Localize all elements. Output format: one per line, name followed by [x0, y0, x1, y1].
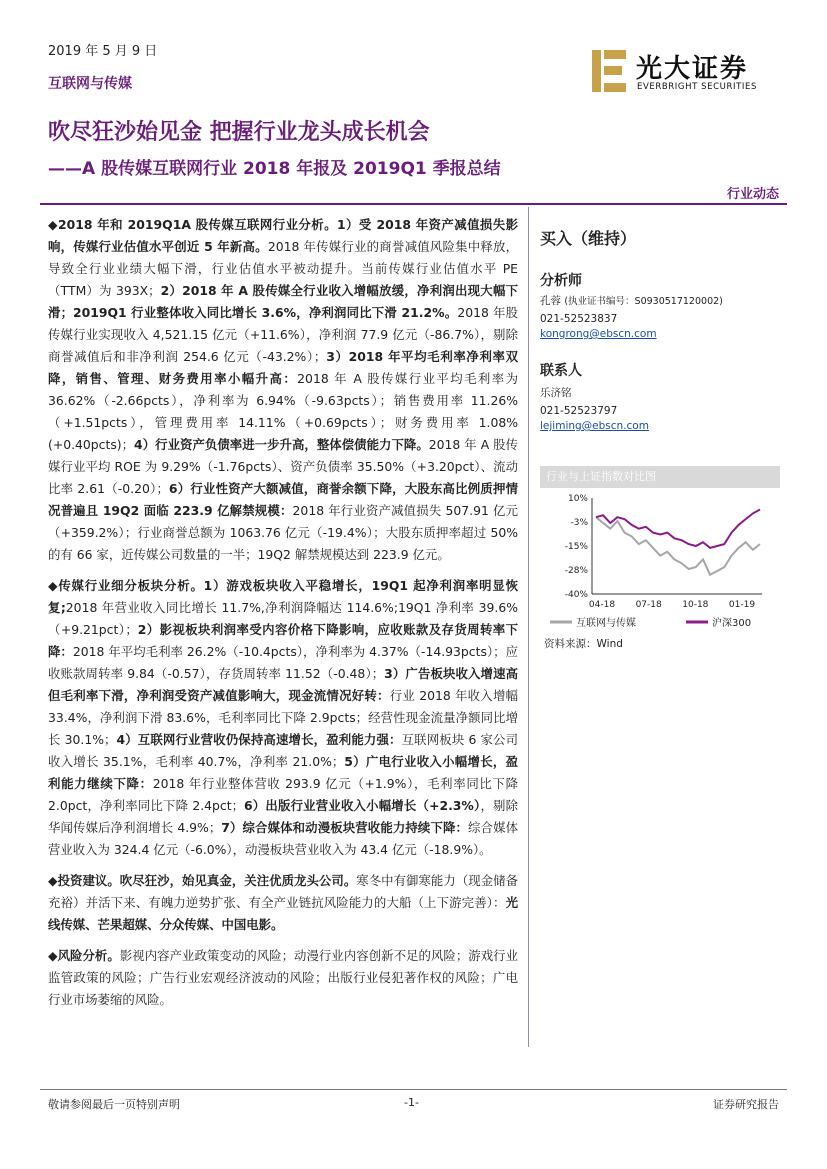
- bold-text: 5）广电行业收入小幅增长，盈利能力继续下降：: [48, 754, 519, 791]
- footer-disclaimer: 敬请参阅最后一页特别声明: [48, 1098, 180, 1111]
- comparison-line-chart: [540, 490, 780, 660]
- chart-title: 行业与上证指数对比图: [540, 466, 780, 488]
- column-divider: [528, 207, 529, 1047]
- body-text: 影视内容产业政策变动的风险；动漫行业内容创新不足的风险；游戏行业监管政策的风险；广告行业宏观经济波动的风险；出版行业侵犯著作权的风险；广电行业市场萎缩的风险。: [48, 948, 519, 1007]
- body-text: 2018 年 A 股传媒行业平均 ROE 为 9.29%（-1.76pcts）、资产负债率 35.50%（+3.20pct）、流动比率 2.61（-0.20）；: [48, 437, 518, 496]
- bold-text: 2）2018 年 A 股传媒全行业收入增幅放缓，净利润出现大幅下滑；2019Q1 行业整体收入同比增长 3.6%，净利润同比下滑 21.2%。: [48, 283, 518, 320]
- bold-text: 6）出版行业营业收入小幅增长（+2.3%）: [243, 798, 481, 813]
- x-tick-label: 07-18: [635, 600, 662, 610]
- bold-text: 4）行业资产负债率进一步升高，整体偿债能力下降。: [134, 437, 429, 452]
- analyst-name: 孔蓉: [540, 295, 561, 307]
- body-text: 互联网板块 6 家公司收入增长 35.1%，毛利率 40.7%，净利率 21.0%；: [48, 732, 518, 769]
- analyst-info: [540, 294, 780, 309]
- footer-divider: [40, 1089, 787, 1090]
- body-text: 行业 2018 年收入增幅 33.4%，净利润下滑 83.6%，毛利率同比下降 2.9pcts；经营性现金流量净额同比增长 30.1%；: [48, 688, 518, 747]
- legend-label: 互联网与传媒: [576, 618, 636, 629]
- paragraph-segment-analysis: [48, 575, 518, 861]
- body-text: 2018 年行业整体营收 293.9 亿元（+1.9%），毛利率同比下降 2.0pct，净利率同比下降 2.4pct；: [48, 776, 518, 813]
- series-line-0: [596, 517, 760, 575]
- bold-text: 6）行业性资产大额减值，商誉余额下降，大股东高比例质押情况普遍且 19Q2 面临 223.9 亿解禁规模：: [48, 481, 519, 518]
- body-text: 2018 年股传媒行业实现收入 4,521.15 亿元（+11.6%），净利润 77.9 亿元（-86.7%），剔除商誉减值后和非净利润 254.6 亿元（-43.2%）；: [48, 305, 518, 364]
- analyst-email-link[interactable]: kongrong@ebscn.com: [540, 328, 657, 340]
- page-number: -1-: [404, 1096, 419, 1109]
- analyst-cert: (执业证书编号：S0930517120002): [564, 296, 723, 307]
- logo-english-name: EVERBRIGHT SECURITIES: [637, 82, 757, 92]
- bold-text: 2）影视板块利润率受内容价格下降影响，应收账款及存货周转率下降：: [48, 622, 518, 659]
- bold-text: 4）互联网行业营收仍保持高速增长，盈利能力强：: [116, 732, 402, 747]
- sector-label: 互联网与传媒: [48, 76, 132, 92]
- main-body: [48, 214, 518, 1020]
- bold-text: ◆投资建议。吹尽狂沙，始见真金，关注优质龙头公司。: [48, 873, 357, 888]
- bold-text: 光线传媒、芒果超媒、分众传媒、中国电影。: [48, 895, 518, 932]
- bold-text: ◆传媒行业细分板块分析。1）游戏板块收入平稳增长，19Q1 起净利润率明显恢复;: [48, 578, 518, 615]
- body-text: 寒冬中有御寒能力（现金储备充裕）并活下来、有魄力逆势扩张、有全产业链抗风险能力的大船（上下游完善）：: [48, 873, 518, 910]
- body-text: 2018 年传媒行业的商誉减值风险集中释放，导致全行业业绩大幅下滑，行业估值水平被动提升。当前传媒行业估值水平 PE（TTM）为 393X；: [48, 239, 518, 298]
- body-text: 综合媒体营业收入为 324.4 亿元（-6.0%），动漫板块营业收入为 43.4 亿元（-18.9%）。: [48, 820, 519, 857]
- paragraph-industry-analysis: [48, 214, 518, 566]
- body-text: 2018 年行业资产减值损失 507.91 亿元（+359.2%）；行业商誉总额为 1063.76 亿元（-19.4%）；大股东质押率超过 50%的有 66 家，近传媒公司数量的一半；19Q2 解禁规模达到 223.9 亿元。: [48, 503, 518, 562]
- bold-text: 3）广告板块收入增速高但毛利率下滑，净利润受资产减值影响大，现金流情况好转：: [48, 666, 518, 703]
- y-tick-label: 10%: [567, 494, 588, 504]
- body-text: 2018 年营业收入同比增长 11.7%,净利润降幅达 114.6%;19Q1 净利率 39.6%（+9.21pct）；: [48, 600, 518, 637]
- y-tick-label: -28%: [564, 566, 588, 576]
- bold-text: 7）综合媒体和动漫板块营收能力持续下降：: [221, 820, 469, 835]
- contact-heading: 联系人: [540, 363, 582, 379]
- rating: 买入（维持）: [540, 229, 637, 248]
- x-tick-label: 01-19: [728, 600, 756, 610]
- logo-mark-icon: [590, 46, 630, 96]
- x-tick-label: 04-18: [588, 600, 616, 610]
- y-tick-label: -3%: [570, 518, 588, 528]
- report-type: 行业动态: [726, 187, 779, 202]
- paragraph-investment-advice: [48, 870, 518, 936]
- everbright-logo: [590, 46, 780, 96]
- header-divider: [40, 203, 787, 205]
- series-line-1: [596, 510, 760, 548]
- footer-report-label: 证券研究报告: [713, 1098, 779, 1111]
- y-tick-label: -40%: [564, 590, 588, 600]
- report-subtitle: ——A 股传媒互联网行业 2018 年报及 2019Q1 季报总结: [48, 159, 501, 179]
- report-date: 2019 年 5 月 9 日: [48, 44, 158, 59]
- bold-text: 3）2018 年平均毛利率净利率双降，销售、管理、财务费用率小幅升高：: [48, 349, 519, 386]
- body-text: 2018 年 A 股传媒行业平均毛利率为 36.62%（-2.66pcts），净利率为 6.94%（-9.63pcts）；销售费用率 11.26%（+1.51pcts），管理费用率 14.11%（+0.69pcts）；财务费用率 1.08%(+0.40pcts)；: [48, 371, 519, 452]
- legend-label: 沪深300: [712, 618, 752, 629]
- x-tick-label: 10-18: [682, 600, 709, 610]
- analyst-heading: 分析师: [540, 273, 582, 289]
- bold-text: ◆风险分析。: [48, 948, 120, 963]
- contact-name: 乐济铭: [540, 387, 572, 399]
- bold-text: ◆2018 年和 2019Q1A 股传媒互联网行业分析。1）受 2018 年资产减值损失影响，传媒行业估值水平创近 5 年新高。: [48, 217, 518, 254]
- report-title: 吹尽狂沙始见金 把握行业龙头成长机会: [48, 120, 430, 145]
- logo-chinese-name: 光大证券: [636, 54, 749, 84]
- paragraph-risk-analysis: [48, 945, 518, 1011]
- contact-phone: 021-52523797: [540, 405, 618, 417]
- body-text: ，剔除华闻传媒后净利润增长 4.9%；: [48, 798, 519, 835]
- contact-email-link[interactable]: lejiming@ebscn.com: [540, 420, 649, 432]
- chart-source: 资料来源：Wind: [544, 638, 623, 650]
- analyst-phone: 021-52523837: [540, 313, 618, 325]
- body-text: 2018 年平均毛利率 26.2%（-10.4pcts），净利率为 4.37%（-14.93pcts）；应收账款周转率 9.84（-0.57），存货周转率 11.52（-0.48）；: [48, 644, 518, 681]
- y-tick-label: -15%: [564, 542, 588, 552]
